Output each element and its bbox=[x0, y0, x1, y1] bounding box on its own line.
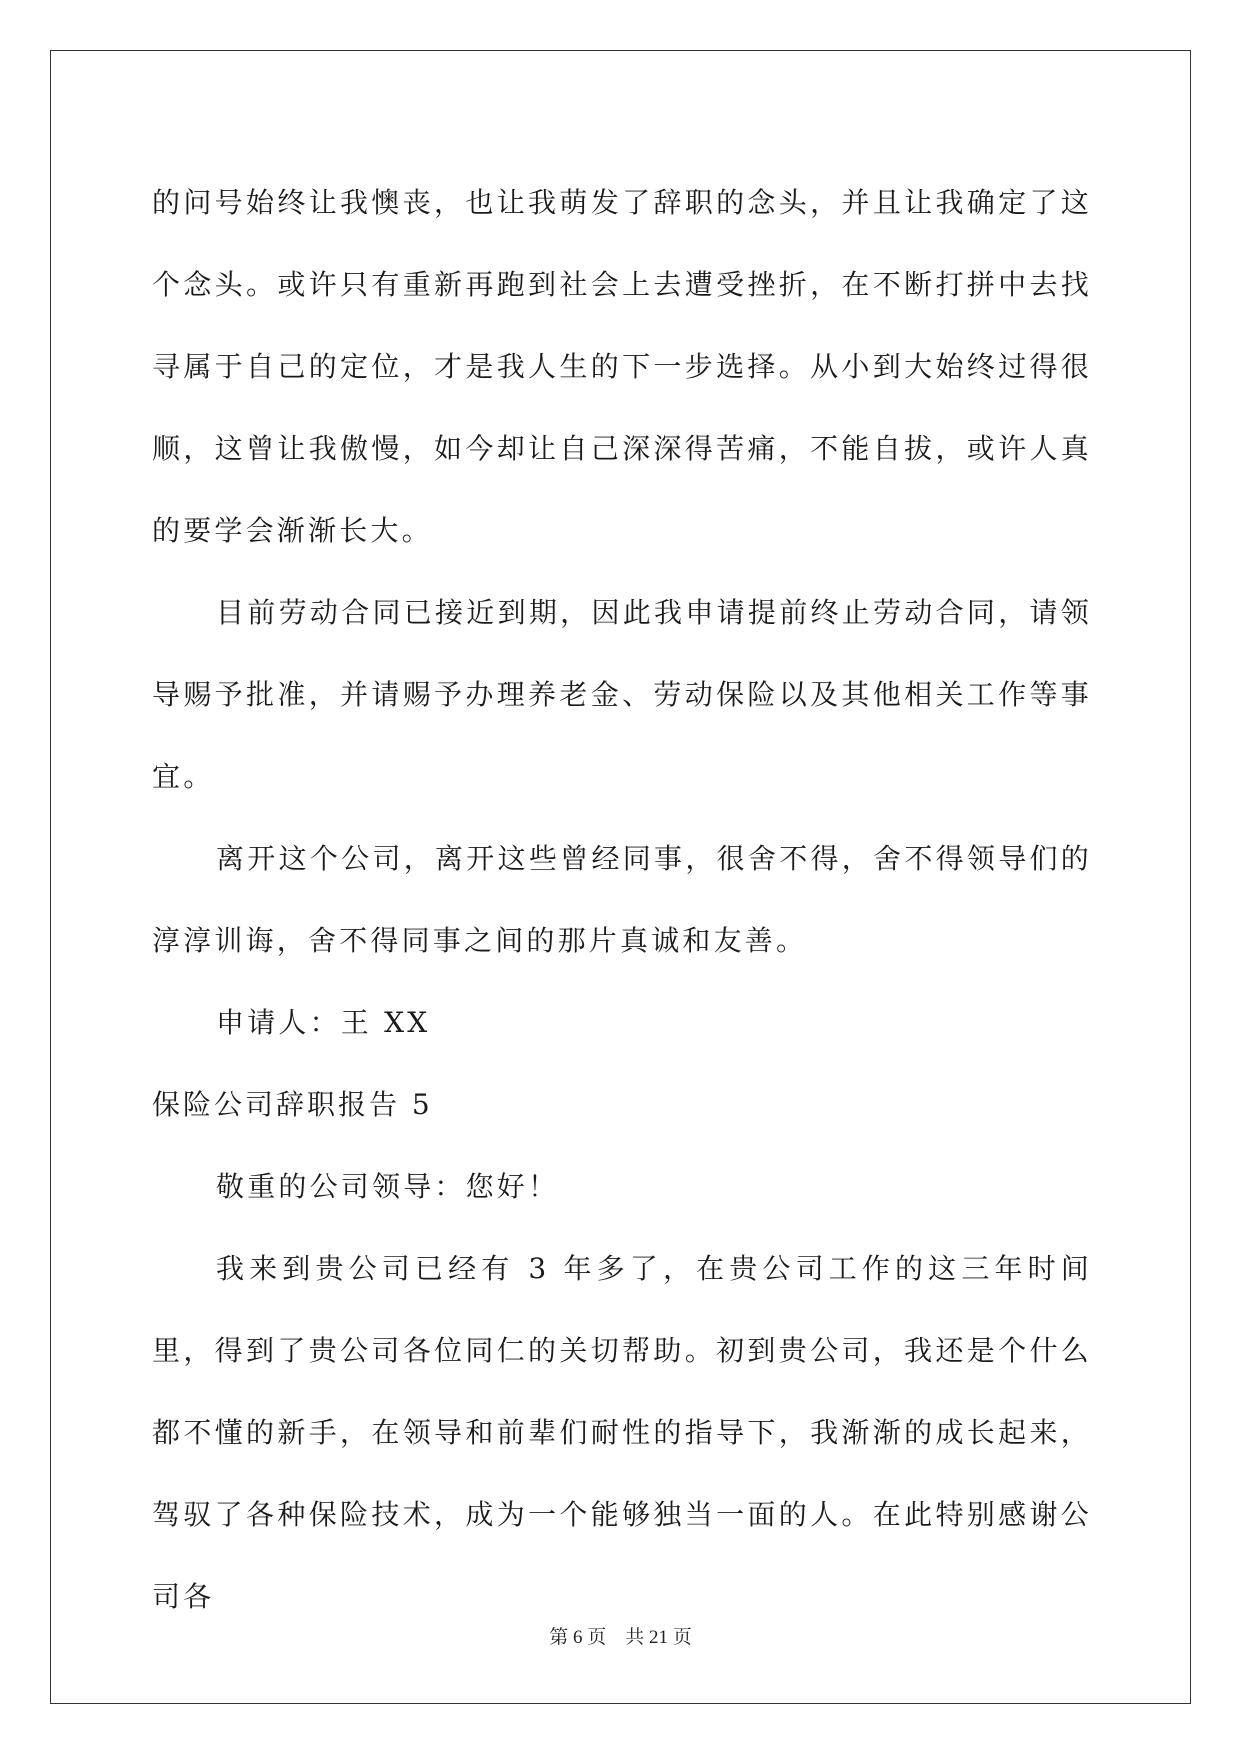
salutation: 敬重的公司领导：您好！ bbox=[216, 1170, 560, 1203]
paragraph-introduction: 我来到贵公司已经有 3 年多了，在贵公司工作的这三年时间里，得到了贵公司各位同仁的关切帮助。初到贵公司，我还是个什么都不懂的新手，在领导和前辈们耐性的指导下，我渐渐的成长起来，驾驭了各种保险技术，成为一个能够独当一面的人。在此特别感谢公司各 bbox=[152, 1252, 1092, 1613]
applicant-signature: 申请人：王 XX bbox=[216, 1006, 431, 1039]
paragraph-contract-termination: 目前劳动合同已接近到期，因此我申请提前终止劳动合同，请领导赐予批准，并请赐予办理养老金、劳动保险以及其他相关工作等事宜。 bbox=[152, 596, 1092, 793]
document-body bbox=[152, 162, 1092, 1638]
paragraph-continuation: 的问号始终让我懊丧，也让我萌发了辞职的念头，并且让我确定了这个念头。或许只有重新再跑到社会上去遭受挫折，在不断打拼中去找寻属于自己的定位，才是我人生的下一步选择。从小到大始终过得很顺，这曾让我傲慢，如今却让自己深深得苦痛，不能自拔，或许人真的要学会渐渐长大。 bbox=[152, 186, 1092, 547]
page-number: 第 6 页 bbox=[549, 1627, 607, 1648]
page-footer bbox=[0, 1622, 1241, 1649]
paragraph-farewell: 离开这个公司，离开这些曾经同事，很舍不得，舍不得领导们的淳淳训诲，舍不得同事之间的那片真诚和友善。 bbox=[152, 842, 1092, 957]
page-total: 共 21 页 bbox=[625, 1627, 692, 1648]
section-title: 保险公司辞职报告 5 bbox=[152, 1088, 433, 1121]
